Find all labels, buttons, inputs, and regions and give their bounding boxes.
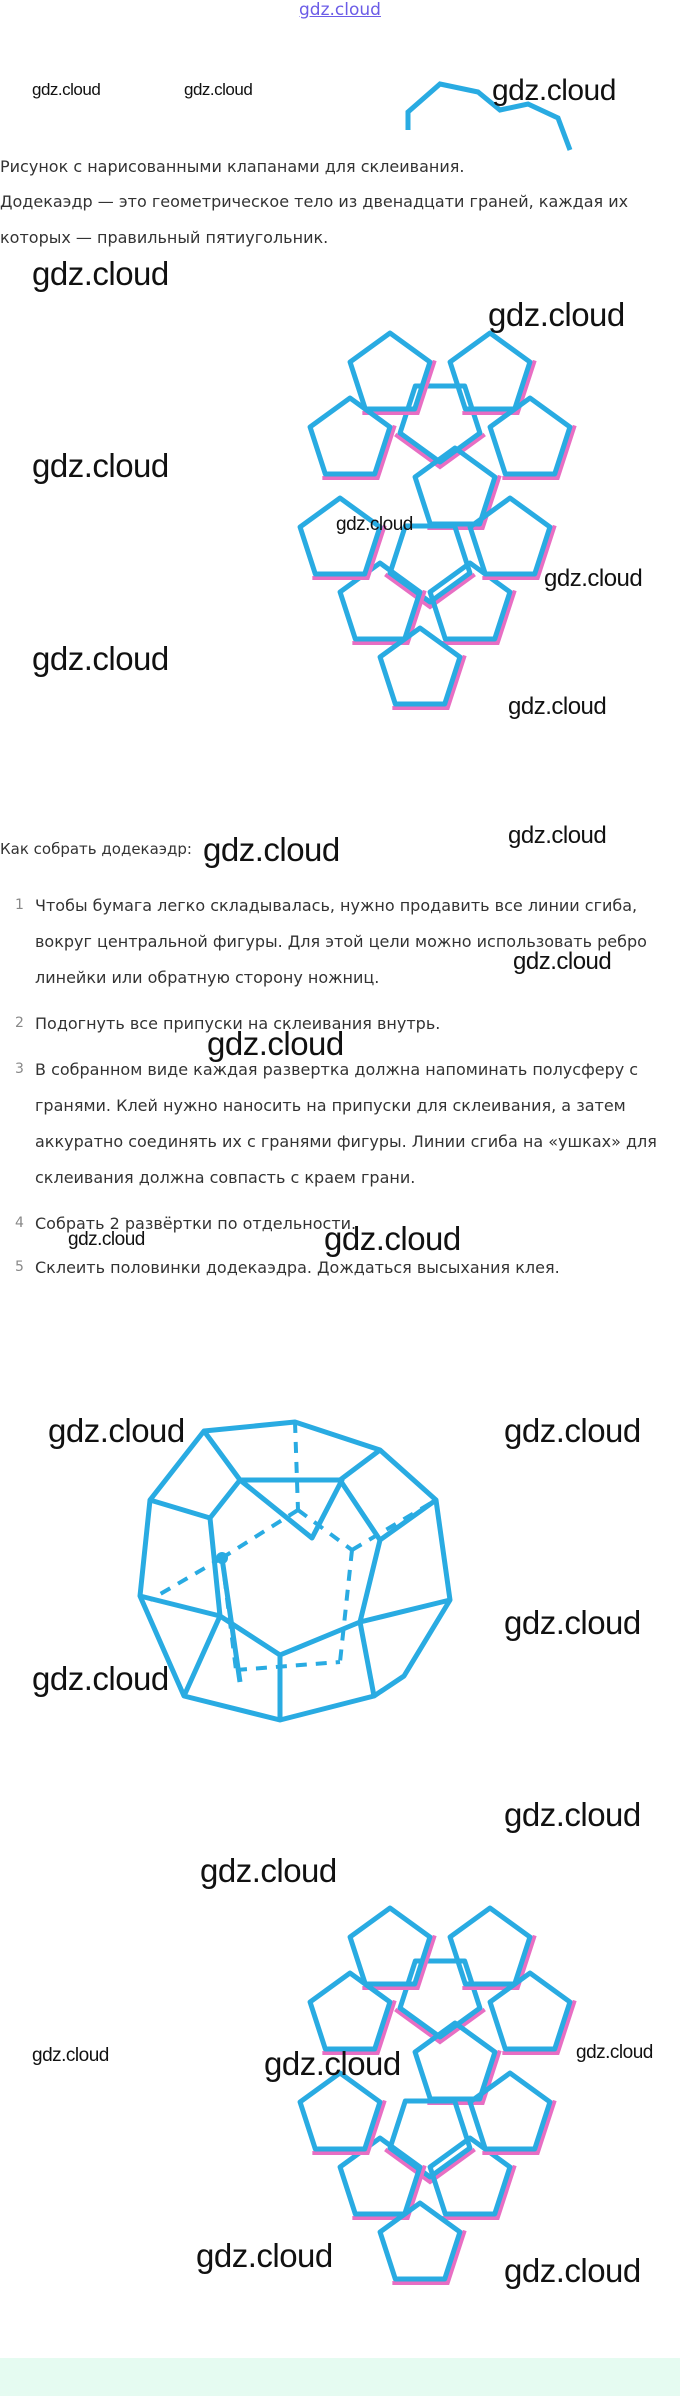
watermark: gdz.cloud xyxy=(32,2045,109,2066)
definition-line-2: которых — правильный пятиугольник. xyxy=(0,228,329,247)
watermark: gdz.cloud xyxy=(576,2042,653,2063)
watermark: gdz.cloud xyxy=(32,1660,169,1697)
step-text: Склеить половинки додекаэдра. Дождаться высыхания клея. xyxy=(35,1258,560,1277)
watermark: gdz.cloud xyxy=(207,1025,344,1062)
step-text: Собрать 2 развёртки по отдельности. xyxy=(35,1214,357,1233)
watermark: gdz.cloud xyxy=(504,1796,641,1833)
watermark: gdz.cloud xyxy=(492,74,616,107)
dodecahedron-net-figure-2 xyxy=(0,1875,680,2315)
step-number: 4 xyxy=(15,1215,24,1231)
watermark: gdz.cloud xyxy=(508,693,607,720)
watermark: gdz.cloud xyxy=(504,1604,641,1641)
watermark: gdz.cloud xyxy=(32,80,101,99)
watermark: gdz.cloud xyxy=(32,255,169,292)
dodecahedron-3d-figure xyxy=(0,1400,680,1760)
net-face xyxy=(350,1908,430,1984)
watermark: gdz.cloud xyxy=(48,1412,185,1449)
net-face xyxy=(400,386,480,462)
net-face xyxy=(450,1908,530,1984)
watermark: gdz.cloud xyxy=(336,514,413,535)
watermark: gdz.cloud xyxy=(32,447,169,484)
net-face xyxy=(350,333,430,409)
step-text: Чтобы бумага легко складывалась, нужно продавить все линии сгиба, вокруг центральной фигуры. Для этой цели можно использовать ребро линейки или обратную сторону ножниц. xyxy=(35,896,647,987)
watermark: gdz.cloud xyxy=(324,1220,461,1257)
step-number: 2 xyxy=(15,1015,24,1031)
watermark: gdz.cloud xyxy=(488,296,625,333)
watermark: gdz.cloud xyxy=(264,2045,401,2082)
watermark: gdz.cloud xyxy=(32,640,169,677)
step-text: В собранном виде каждая развертка должна напоминать полусферу с гранями. Клей нужно наносить на припуски для склеивания, а затем аккуратно соединять их с гранями фигуры. Линии сгиба на «ушках» для склеивания должна совпасть с краем грани. xyxy=(35,1060,657,1187)
step-text: Подогнуть все припуски на склеивания внутрь. xyxy=(35,1014,441,1033)
step-number: 1 xyxy=(15,897,24,913)
howto-heading: Как собрать додекаэдр: xyxy=(0,840,192,858)
watermark: gdz.cloud xyxy=(544,565,643,592)
watermark: gdz.cloud xyxy=(513,948,612,975)
watermark: gdz.cloud xyxy=(504,2252,641,2289)
watermark: gdz.cloud xyxy=(184,80,253,99)
page-footer-band xyxy=(0,2358,680,2396)
figure-caption: Рисунок с нарисованными клапанами для склеивания. xyxy=(0,157,465,176)
watermark: gdz.cloud xyxy=(68,1229,145,1250)
step-number: 5 xyxy=(15,1259,24,1275)
net-face xyxy=(400,1961,480,2037)
watermark: gdz.cloud xyxy=(200,1852,337,1889)
net-face xyxy=(300,2073,380,2149)
watermark: gdz.cloud xyxy=(196,2237,333,2274)
definition-line-1: Додекаэдр — это геометрическое тело из двенадцати граней, каждая их xyxy=(0,192,629,211)
watermark: gdz.cloud xyxy=(203,831,340,868)
step-number: 3 xyxy=(15,1061,24,1077)
watermark: gdz.cloud xyxy=(508,822,607,849)
watermark: gdz.cloud xyxy=(504,1412,641,1449)
site-link[interactable]: gdz.cloud xyxy=(299,0,381,20)
net-face xyxy=(450,333,530,409)
